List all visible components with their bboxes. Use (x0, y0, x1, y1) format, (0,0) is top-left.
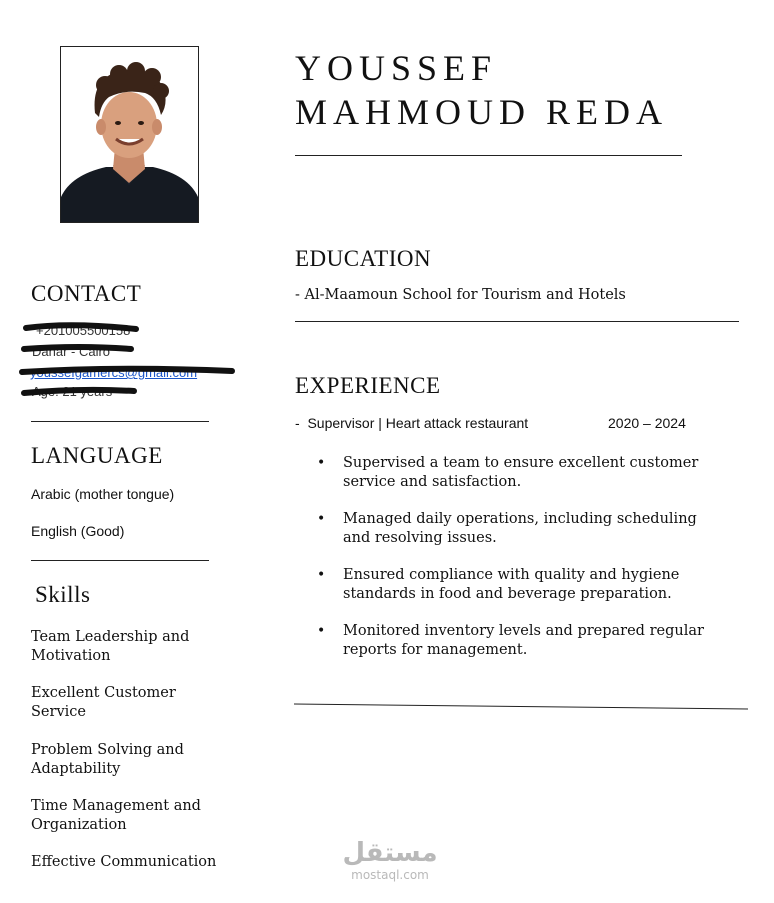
mostaql-watermark (340, 838, 440, 882)
skill-item: Team Leadership and Motivation (31, 629, 190, 664)
watermark-arabic: مستقل (342, 838, 438, 868)
skill-item: Effective Communication (31, 854, 217, 870)
contact-email-link[interactable]: youssefgamercs@gmail.com (30, 365, 198, 380)
contact-heading: CONTACT (31, 281, 142, 306)
education-heading: EDUCATION (295, 246, 432, 271)
skills-heading: Skills (35, 582, 91, 607)
language-divider (31, 560, 209, 561)
name-line-1: YOUSSEF (295, 48, 498, 88)
experience-bullets (295, 454, 745, 678)
skill-item: Excellent Customer Service (31, 685, 176, 720)
contact-phone: +201005500158 (36, 323, 131, 338)
name-line-2: MAHMOUD REDA (295, 92, 669, 132)
language-heading: LANGUAGE (31, 443, 163, 468)
experience-divider (294, 703, 750, 711)
education-divider (295, 321, 739, 322)
contact-divider (31, 421, 209, 422)
experience-bullet: • Managed daily operations, including scheduling and resolving issues. (295, 510, 745, 548)
education-entry: - Al-Maamoun School for Tourism and Hotels (295, 287, 626, 303)
experience-bullet: • Supervised a team to ensure excellent customer service and satisfaction. (295, 454, 745, 492)
language-item: Arabic (mother tongue) (31, 486, 175, 502)
experience-heading: EXPERIENCE (295, 373, 441, 398)
contact-age: Age: 21 years (32, 384, 113, 399)
experience-role: - Supervisor | Heart attack restaurant (295, 415, 529, 431)
contact-address: Dahar - Cairo (32, 344, 111, 359)
name-divider (295, 155, 682, 156)
watermark-domain: mostaql.com (351, 868, 429, 882)
candidate-name (295, 46, 668, 134)
language-item: English (Good) (31, 523, 125, 539)
experience-bullet: • Ensured compliance with quality and hygiene standards in food and beverage preparation. (295, 566, 745, 604)
skill-item: Time Management and Organization (31, 798, 201, 833)
experience-bullet: • Monitored inventory levels and prepared regular reports for management. (295, 622, 745, 660)
skill-item: Problem Solving and Adaptability (31, 742, 184, 777)
experience-dates: 2020 – 2024 (608, 415, 686, 431)
profile-photo (60, 46, 199, 223)
person-photo-icon (61, 47, 198, 222)
